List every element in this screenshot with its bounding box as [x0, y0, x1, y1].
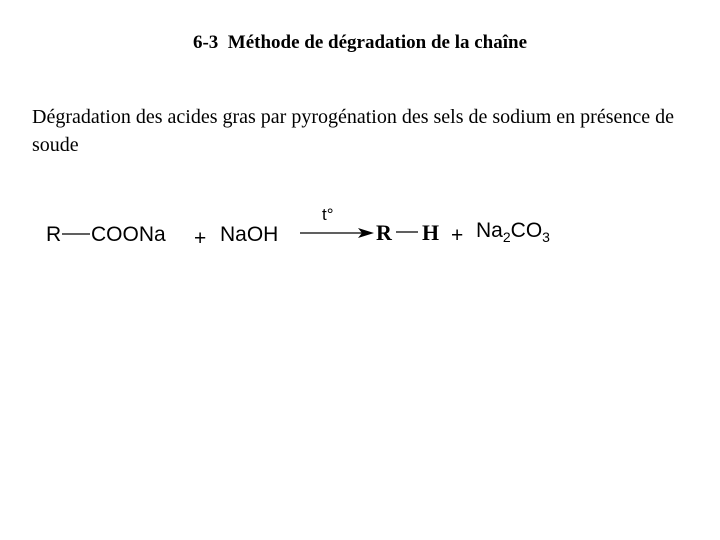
- product1-h: H: [422, 220, 440, 245]
- body-text: Dégradation des acides gras par pyrogénation des sels de sodium en présence de soude: [32, 106, 675, 156]
- product2-formula: [476, 219, 550, 245]
- reactant2: NaOH: [220, 223, 279, 246]
- product2-co-subscript: 3: [542, 229, 550, 245]
- slide-title: [0, 32, 720, 54]
- plus-sign: +: [194, 227, 207, 250]
- plus-sign: +: [451, 224, 464, 247]
- product1-r: R: [376, 220, 392, 245]
- title-text: Méthode de dégradation de la chaîne: [227, 32, 528, 53]
- title-number: 6-3: [192, 32, 219, 53]
- reactant1-r: R: [46, 223, 62, 246]
- reaction-equation: [46, 200, 606, 250]
- reactant1-group: COONa: [91, 223, 166, 246]
- product2-na-subscript: 2: [502, 229, 511, 245]
- product2-co: CO: [510, 219, 543, 242]
- product2-na: Na: [476, 219, 503, 242]
- reaction-equation-graphic: [46, 200, 606, 250]
- reaction-condition: t°: [322, 205, 334, 224]
